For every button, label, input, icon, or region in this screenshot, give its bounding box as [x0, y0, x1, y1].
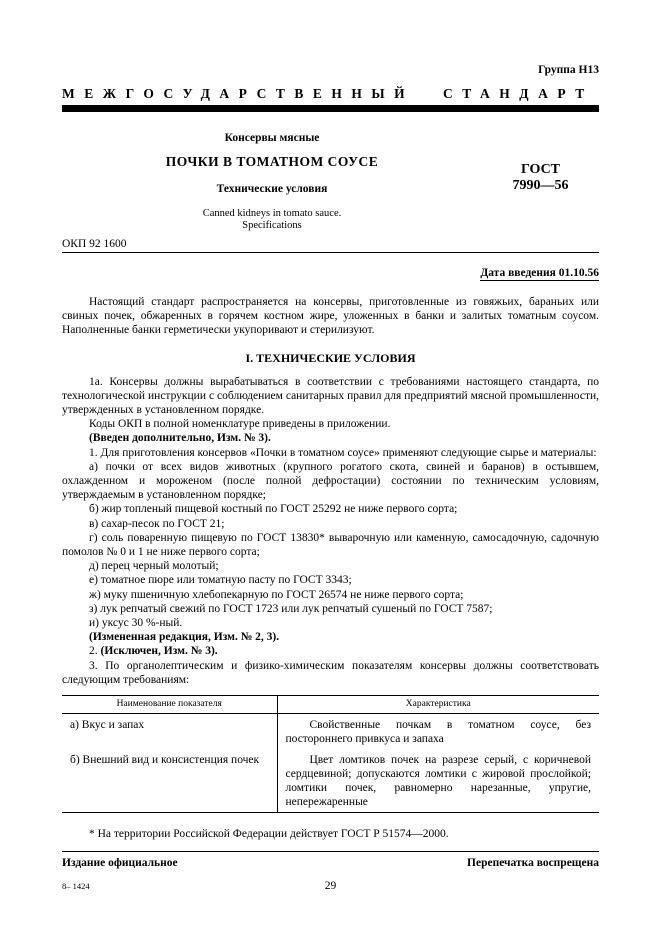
title-english — [62, 208, 482, 232]
list-item-g: г) соль поваренную пищевую по ГОСТ 13830* выварочную или каменную, самосадочную, садочную помолов № 0 и 1 не ниже первого сорта; — [62, 531, 599, 559]
list-item-v: в) сахар-песок по ГОСТ 21; — [89, 517, 225, 530]
document-title: ПОЧКИ В ТОМАТНОМ СОУСЕ — [165, 154, 379, 169]
title-center-column — [62, 132, 482, 232]
effective-date: Дата введения 01.10.56 — [480, 267, 599, 279]
title-english-line1: Canned kidneys in tomato sauce. — [202, 208, 342, 219]
title-english-line2: Specifications — [242, 220, 302, 231]
document-category: Консервы мясные — [224, 132, 320, 144]
footer-reprint-notice: Перепечатка воспрещена — [467, 857, 599, 869]
table-header-indicator: Наименование показателя — [62, 696, 277, 714]
effective-date-row — [62, 263, 599, 281]
footer-rule — [62, 851, 599, 852]
table-row — [62, 749, 599, 813]
title-divider-rule — [62, 252, 599, 253]
paragraph-added-note: (Введен дополнительно, Изм. № 3). — [89, 432, 271, 445]
table-cell-characteristic: Цвет ломтиков почек на разрезе серый, с коричневой сердцевиной; допускаются ломтики с жировой прослойкой; ломтики почек, равномерно нарезанные, упругие, непережаренные — [285, 754, 591, 809]
footer — [62, 851, 599, 892]
footer-row — [62, 857, 599, 869]
page-number: 29 — [324, 880, 337, 892]
footer-code-row — [62, 880, 599, 892]
gost-number: 7990—56 — [512, 178, 569, 193]
paragraph-2-number: 2. — [89, 645, 98, 658]
table-cell-indicator: а) Вкус и запах — [62, 714, 277, 750]
list-item-i: и) уксус 30 %-ный. — [89, 617, 183, 630]
paragraph-1: 1. Для приготовления консервов «Почки в томатном соусе» применяют следующие сырье и материалы: — [89, 446, 597, 459]
table-header-characteristic: Характеристика — [277, 696, 599, 714]
paragraph-3: 3. По органолептическим и физико-химическим показателям консервы должны соответствовать следующим требованиям: — [62, 659, 599, 686]
title-block — [62, 132, 599, 232]
group-label: Группа Н13 — [538, 64, 599, 76]
gost-designation — [482, 132, 599, 232]
print-order-code: 8– 1424 — [62, 881, 90, 891]
footnote: * На территории Российской Федерации действует ГОСТ Р 51574—2000. — [89, 828, 449, 841]
list-item-e: е) томатное пюре или томатную пасту по ГОСТ 3343; — [89, 574, 352, 587]
paragraph-okp-codes: Коды ОКП в полной номенклатуре приведены в приложении. — [89, 418, 391, 431]
section-heading: I. ТЕХНИЧЕСКИЕ УСЛОВИЯ — [245, 350, 416, 365]
list-item-d: д) перец черный молотый; — [89, 560, 219, 573]
list-item-a: а) почки от всех видов животных (крупного рогатого скота, свиней и баранов) в остывшем, охлажденном и мороженом (после полной дефростации) состоянии по техническим условиям, утверждаемым в установленном порядке; — [62, 460, 599, 502]
document-subtitle: Технические условия — [216, 183, 328, 195]
table-cell-characteristic: Свойственные почкам в томатном соусе, без постороннего привкуса и запаха — [285, 719, 591, 746]
intro-paragraph: Настоящий стандарт распространяется на консервы, приготовленные из говяжьих, бараньих или свиных почек, обжаренных в горячем костном жире, уложенных в банки и залитых томатным соусом. Наполненные банки герметически укупоривают и стерилизуют. — [62, 296, 599, 337]
okp-code: ОКП 92 1600 — [62, 238, 127, 250]
list-item-zh: ж) муку пшеничную хлебопекарную по ГОСТ 26574 не ниже первого сорта; — [89, 588, 464, 601]
footer-official-edition: Издание официальное — [62, 857, 178, 869]
header-thick-rule — [62, 105, 599, 112]
paragraph-1a: 1а. Консервы должны вырабатываться в соответствии с требованиями настоящего стандарта, по технологической инструкции с соблюдением санитарных правил для предприятий мясной промышленности, утвержденных в установленном порядке. — [62, 375, 599, 417]
gost-label: ГОСТ — [520, 162, 561, 177]
list-item-z: з) лук репчатый свежий по ГОСТ 1723 или лук репчатый сушеный по ГОСТ 7587; — [89, 602, 493, 615]
spec-table — [62, 695, 599, 813]
paragraph-2 — [62, 644, 599, 658]
paragraph-2-excluded-note: (Исключен, Изм. № 3). — [100, 645, 218, 658]
table-cell-indicator: б) Внешний вид и консистенция почек — [62, 749, 277, 813]
standard-type-title: МЕЖГОСУДАРСТВЕННЫЙ СТАНДАРТ — [62, 86, 594, 101]
list-item-b: б) жир топленый пищевой костный по ГОСТ 25292 не ниже первого сорта; — [89, 503, 458, 516]
table-row — [62, 714, 599, 750]
table-header-row — [62, 696, 599, 714]
paragraph-amended-note: (Измененная редакция, Изм. № 2, 3). — [89, 631, 280, 644]
